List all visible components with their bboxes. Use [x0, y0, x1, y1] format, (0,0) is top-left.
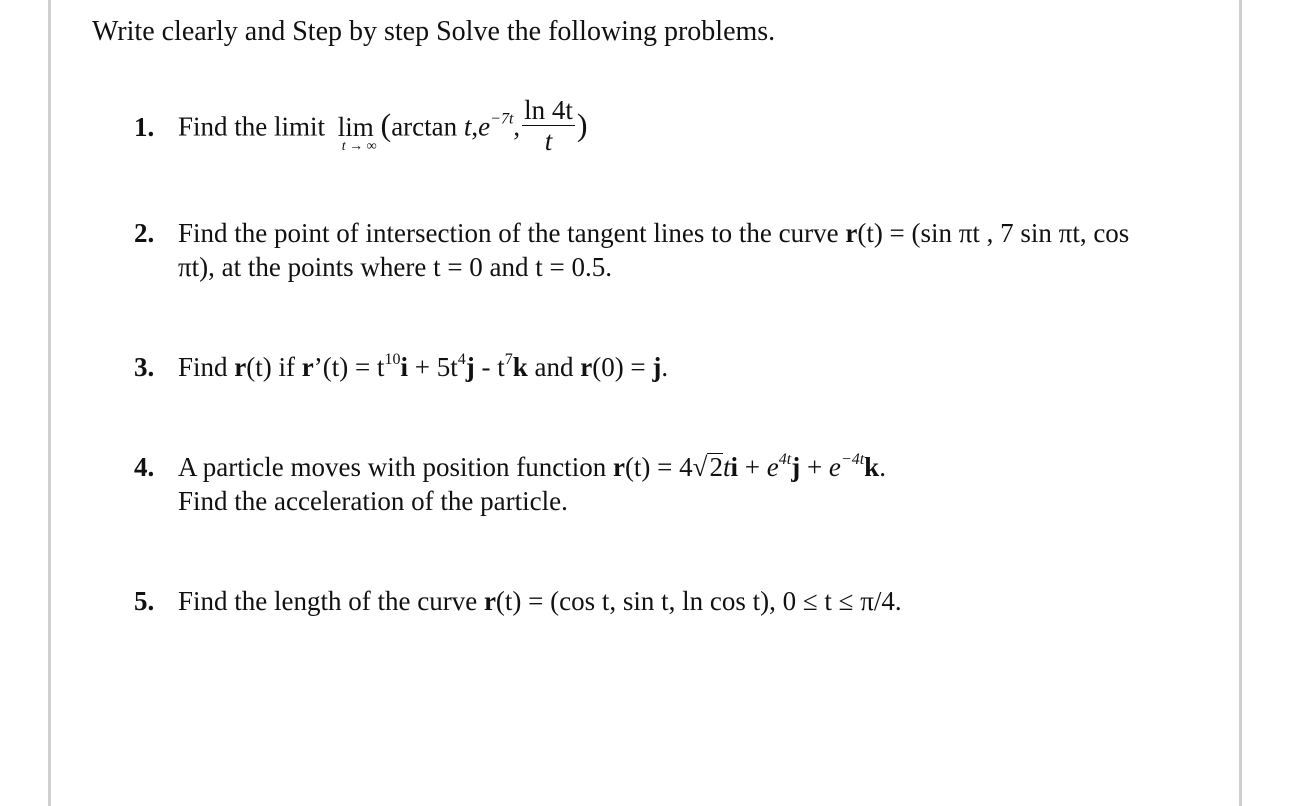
exponent: 4t [778, 451, 792, 468]
open-paren: ( [380, 106, 392, 143]
page-right-border [1239, 0, 1242, 806]
sqrt-symbol: √ [692, 452, 708, 482]
text: A particle moves with position function [178, 452, 613, 482]
vector-r: r [234, 352, 247, 382]
vector-r: r [301, 352, 314, 382]
instructions-heading: Write clearly and Step by step Solve the following problems. [92, 16, 776, 47]
text: - t [474, 352, 505, 382]
problem-4 [134, 450, 886, 518]
page-left-border [48, 0, 51, 806]
unit-vector-j: j [791, 452, 801, 482]
var-t: t [722, 452, 731, 482]
problem-number: 3. [134, 352, 155, 382]
exponent: −4t [840, 451, 865, 468]
text: . [661, 352, 669, 382]
vector-r: r [612, 452, 625, 482]
unit-vector-i: i [730, 452, 739, 482]
exponent: 4 [457, 351, 466, 368]
exp-base: e [828, 452, 841, 482]
problem-number: 4. [134, 452, 155, 482]
unit-vector-j: j [652, 352, 662, 382]
unit-vector-i: i [400, 352, 408, 382]
vector-r: r [845, 218, 858, 248]
fraction-denominator: t [544, 126, 553, 156]
unit-vector-k: k [864, 452, 880, 482]
close-paren: ) [576, 106, 588, 143]
limit-operator [337, 110, 377, 154]
problem-1 [134, 95, 588, 160]
unit-vector-j: j [465, 352, 475, 382]
text: (t) = 4 [624, 452, 693, 482]
text: + [738, 452, 767, 482]
problem-number: 2. [134, 218, 155, 248]
problem-text: Find the point of intersection of the tangent lines to the curve [178, 218, 846, 248]
unit-vector-k: k [512, 352, 528, 382]
text: + [800, 452, 829, 482]
limit-subscript: t → ∞ [341, 138, 377, 154]
exponent: 10 [384, 351, 401, 368]
comma: , [513, 111, 521, 142]
exponent: −7t [490, 110, 514, 128]
text: (t) if [246, 352, 302, 382]
problem-5 [134, 584, 902, 618]
text: Find the length of the curve [178, 586, 484, 616]
problem-number: 5. [134, 586, 155, 616]
var-t: t [463, 111, 472, 142]
problem-text-line2: Find the acceleration of the particle. [178, 486, 568, 516]
text: + 5t [407, 352, 458, 382]
lim-text: lim [337, 111, 374, 142]
problem-text: (t) = (sin πt , 7 sin πt, cos [857, 218, 1130, 248]
vector-r: r [483, 586, 496, 616]
problem-number: 1. [134, 111, 155, 142]
exponent: 7 [504, 351, 513, 368]
problem-text-line2: πt), at the points where t = 0 and t = 0.5. [178, 252, 613, 282]
problem-text: Find the limit [178, 111, 326, 142]
problem-2 [134, 216, 1129, 284]
comma: , [471, 111, 479, 142]
sqrt-radicand: 2 [709, 452, 723, 482]
fraction [522, 95, 575, 156]
text: . [879, 452, 886, 482]
problem-3 [134, 350, 668, 384]
arctan-text: arctan [391, 111, 458, 142]
exp-base: e [478, 111, 491, 142]
fraction-numerator: ln 4t [524, 95, 573, 125]
exp-base: e [766, 452, 779, 482]
text: and [527, 352, 581, 382]
text: ’(t) = t [313, 352, 385, 382]
text: (0) = [592, 352, 653, 382]
vector-r: r [580, 352, 593, 382]
text: Find [178, 352, 235, 382]
text: (t) = (cos t, sin t, ln cos t), 0 ≤ t ≤ π/4. [495, 586, 902, 616]
